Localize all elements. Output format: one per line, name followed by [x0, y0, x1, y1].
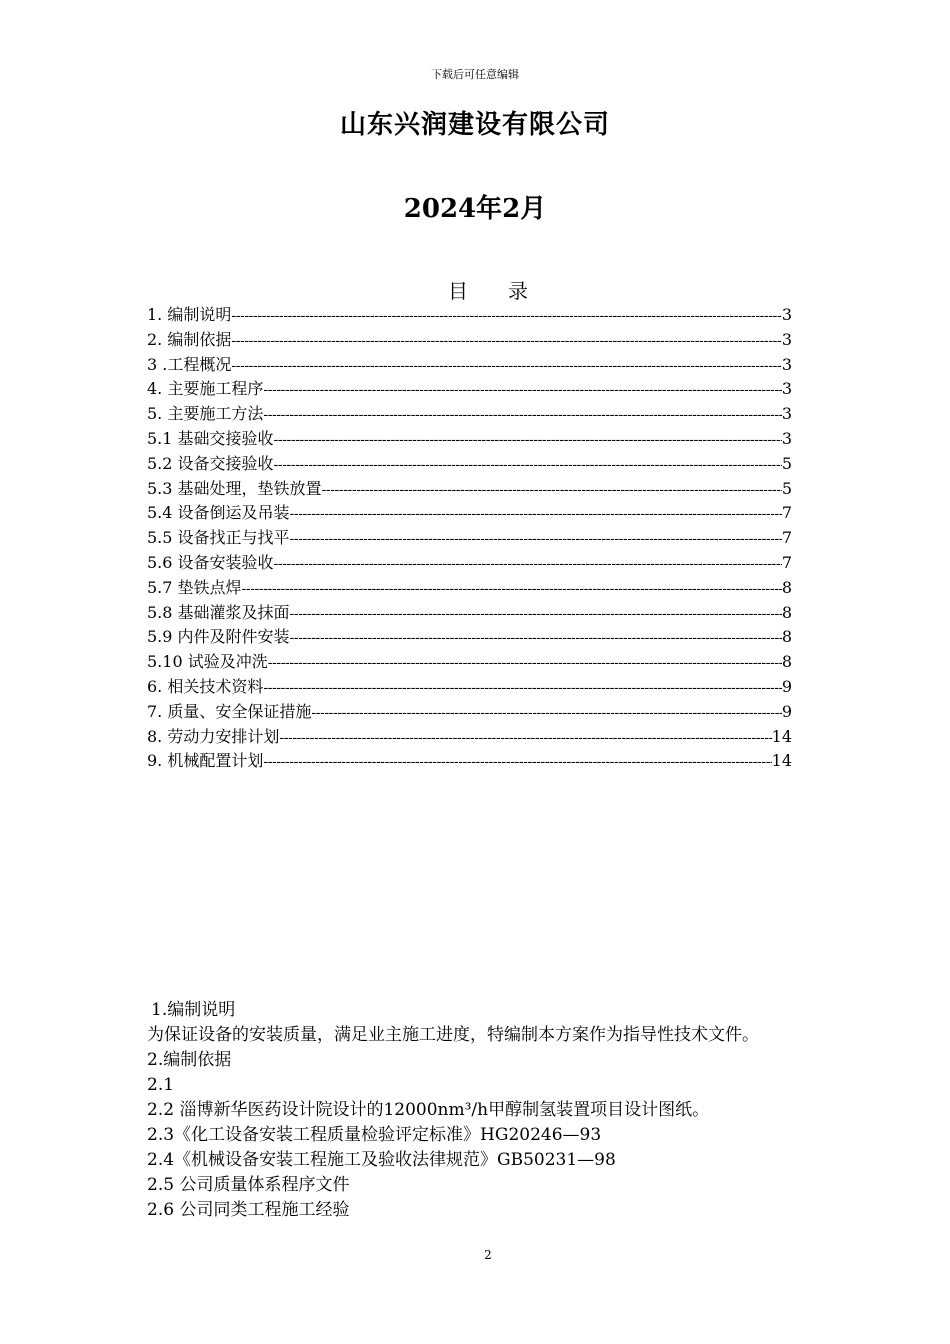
toc-entry[interactable]: [147, 649, 792, 674]
toc-entry-page: 14: [771, 751, 792, 771]
toc-entry-page: 7: [781, 552, 792, 572]
toc-entry-page: 3: [781, 354, 792, 374]
toc-entry[interactable]: [147, 575, 792, 600]
toc-entry-label: 3 .工程概况: [147, 354, 232, 374]
toc-entry-label: 6. 相关技术资料: [147, 676, 264, 696]
toc-leader: [322, 482, 782, 498]
toc-entry-label: 8. 劳动力安排计划: [147, 726, 280, 746]
toc-entry[interactable]: [147, 600, 792, 625]
toc-leader: [290, 606, 782, 622]
toc-leader: [231, 358, 781, 374]
toc-leader: [311, 705, 781, 721]
toc-entry-label: 5.5 设备找正与找平: [147, 528, 290, 548]
toc-entry[interactable]: [147, 426, 792, 451]
toc-entry-page: 7: [781, 528, 792, 548]
toc-entry[interactable]: [147, 748, 792, 773]
toc-leader: [263, 407, 781, 423]
toc-leader: [263, 754, 771, 770]
toc-entry-page: 3: [781, 404, 792, 424]
toc-entry-page: 9: [781, 676, 792, 696]
toc-entry-page: 9: [781, 701, 792, 721]
toc-entry-label: 5.6 设备安装验收: [147, 552, 274, 572]
toc-entry[interactable]: [147, 401, 792, 426]
toc-entry-page: 14: [771, 726, 792, 746]
toc-entry-page: 8: [781, 602, 792, 622]
toc-entry-label: 5.1 基础交接验收: [147, 428, 274, 448]
toc-leader: [263, 680, 781, 696]
page-number: 2: [484, 1248, 492, 1262]
list-item: 2.6 公司同类工程施工经验: [147, 1200, 350, 1220]
toc-leader: [290, 630, 782, 646]
toc-entry[interactable]: [147, 327, 792, 352]
toc-entry-page: 5: [781, 478, 792, 498]
toc-leader: [290, 506, 782, 522]
toc-entry-page: 3: [781, 379, 792, 399]
toc-entry-label: 1. 编制说明: [147, 305, 232, 324]
document-date: 2024年2月: [403, 194, 547, 224]
toc-entry-page: 3: [781, 428, 792, 448]
toc-entry[interactable]: [147, 525, 792, 550]
toc-entry[interactable]: [147, 624, 792, 649]
toc-leader: [279, 730, 771, 746]
list-item: 2.2 淄博新华医药设计院设计的12000nm³/h甲醇制氢装置项目设计图纸。: [147, 1100, 710, 1120]
toc-leader: [231, 308, 781, 324]
toc-entry-page: 5: [781, 453, 792, 473]
toc-entry[interactable]: [147, 550, 792, 575]
toc-entry-page: 8: [781, 652, 792, 672]
toc-entry-page: 8: [781, 577, 792, 597]
page-header-note: 下载后可任意编辑: [431, 68, 519, 81]
body-section: [147, 998, 847, 1223]
toc-entry[interactable]: [147, 376, 792, 401]
toc-entry[interactable]: [147, 500, 792, 525]
table-of-contents: [147, 302, 792, 773]
section-heading: 2.编制依据: [147, 1050, 232, 1070]
toc-entry-label: 5.10 试验及冲洗: [147, 652, 268, 672]
toc-title: 目 录: [448, 279, 528, 303]
toc-entry-page: 8: [781, 627, 792, 647]
section-heading: 1.编制说明: [151, 1000, 236, 1020]
list-item: 2.4《机械设备安装工程施工及验收法律规范》GB50231—98: [147, 1150, 616, 1170]
toc-entry[interactable]: [147, 699, 792, 724]
toc-entry-label: 5.8 基础灌浆及抹面: [147, 602, 290, 622]
list-item: 2.1: [147, 1075, 175, 1095]
toc-entry-label: 5.4 设备倒运及吊装: [147, 503, 290, 523]
list-item: 2.5 公司质量体系程序文件: [147, 1175, 350, 1195]
toc-entry-label: 7. 质量、安全保证措施: [147, 701, 312, 721]
toc-entry-label: 9. 机械配置计划: [147, 751, 264, 771]
toc-entry-page: 3: [781, 329, 792, 349]
toc-entry-label: 5. 主要施工方法: [147, 404, 264, 424]
list-item: 2.3《化工设备安装工程质量检验评定标准》HG20246—93: [147, 1125, 602, 1145]
paragraph: 为保证设备的安装质量，满足业主施工进度，特编制本方案作为指导性技术文件。: [147, 1025, 759, 1045]
toc-leader: [274, 556, 782, 572]
toc-leader: [290, 531, 782, 547]
toc-leader: [231, 333, 781, 349]
toc-entry[interactable]: [147, 352, 792, 377]
toc-entry-label: 5.7 垫铁点焊: [147, 577, 242, 597]
toc-leader: [274, 432, 782, 448]
toc-entry[interactable]: [147, 302, 792, 327]
toc-entry[interactable]: [147, 724, 792, 749]
toc-entry-label: 4. 主要施工程序: [147, 379, 264, 399]
toc-leader: [274, 457, 782, 473]
toc-leader: [263, 382, 781, 398]
toc-leader: [268, 655, 782, 671]
toc-entry-label: 5.3 基础处理，垫铁放置: [147, 478, 322, 498]
toc-entry[interactable]: [147, 476, 792, 501]
toc-leader: [242, 581, 782, 597]
toc-entry-label: 2. 编制依据: [147, 329, 232, 349]
toc-entry-page: 3: [781, 305, 792, 324]
toc-entry-label: 5.2 设备交接验收: [147, 453, 274, 473]
toc-entry[interactable]: [147, 674, 792, 699]
toc-entry[interactable]: [147, 451, 792, 476]
company-name: 山东兴润建设有限公司: [339, 110, 610, 140]
toc-entry-page: 7: [781, 503, 792, 523]
toc-entry-label: 5.9 内件及附件安装: [147, 627, 290, 647]
